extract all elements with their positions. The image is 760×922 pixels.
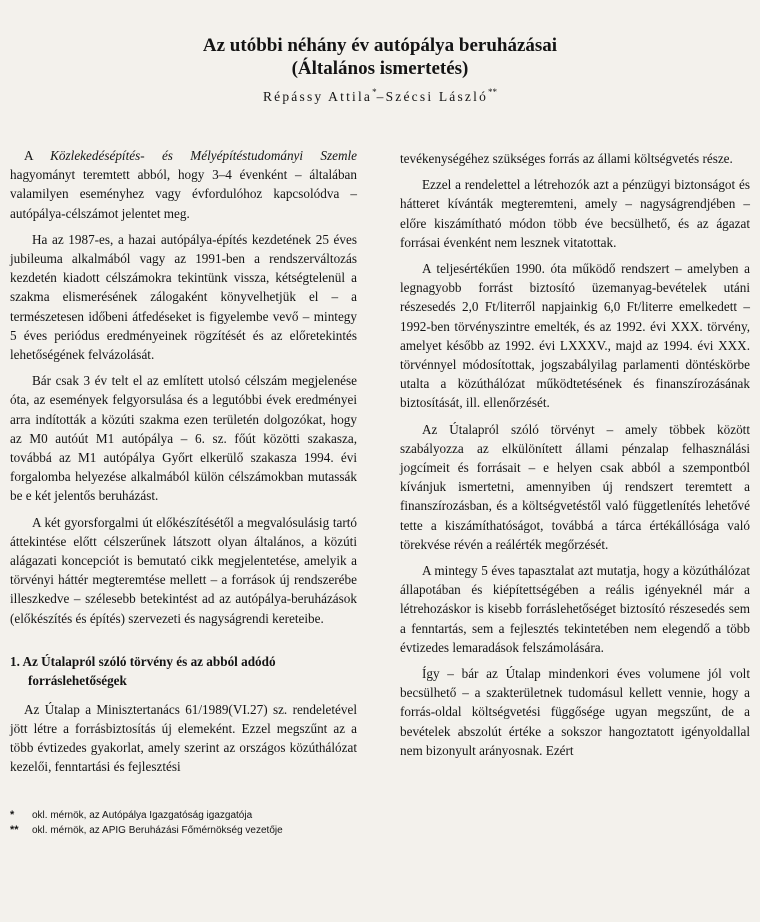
footnote-text: okl. mérnök, az Autópálya Igazgatóság igazgatója bbox=[32, 810, 253, 821]
paragraph: A két gyorsforgalmi út előkészítésétől a megvalósulásig tartó áttekintése előtt célszerűnek látszott olyan általános, a közúti alágazati koncepciót is bemutató cikk megjelentetése, amelyik a törvényi háttér megteremtése mellett – a források új rendszerébe illeszkedve – szélesebb betekintést ad az autópálya-beruházások (előkészítés és építés) szervezeti és nagyságrendi kereteibe. bbox=[10, 514, 357, 626]
footnote-mark: ** bbox=[10, 824, 19, 836]
journal-title: Közlekedésépítés- és Mélyépítéstudományi Szemle bbox=[50, 148, 358, 163]
right-column bbox=[400, 149, 750, 767]
footnote bbox=[10, 808, 357, 823]
paragraph: tevékenységéhez szükséges forrás az állami költségvetés része. bbox=[400, 151, 733, 166]
title-line-1: Az utóbbi néhány év autópálya beruházásai bbox=[202, 35, 558, 56]
title-line-2: (Általános ismertetés) bbox=[291, 58, 469, 79]
author-2: Szécsi László bbox=[385, 89, 489, 104]
author-1: Répássy Attila bbox=[262, 89, 373, 104]
footnote bbox=[10, 823, 357, 838]
author-2-mark: ** bbox=[488, 87, 498, 97]
author-separator: – bbox=[376, 89, 386, 104]
footnote-mark: * bbox=[10, 809, 15, 821]
paragraph: Bár csak 3 év telt el az említett utolsó célszám megjelenése óta, az események felgyorsulása és a legutóbbi évek eredményei arra indították a közúti szakma ezen területén dolgozókat, hogy az M0 autóút M1 autópálya – 6. sz. főút közötti szakasza, továbbá az M1 autópálya Győrt elkerülő szakasza 1994. évi forgalomba helyezése alkalmából külön célszámokban mutassák be e két jelentős beruházást. bbox=[10, 373, 357, 504]
paragraph-text: A Közlekedésépítés- és Mélyépítéstudományi Szemle hagyományt teremtett abból, hogy 3–4 évenként – általában valamilyen eseményhez vagy évfordulóhoz kapcsolódva – autópálya-célszámot jelentet meg. bbox=[10, 148, 358, 221]
paragraph: Így – bár az Útalap mindenkori éves volumene jól volt becsülhető – a szakterületnek tudomásul kellett vennie, hogy a forrás-oldal költségvetési függősége ugyan megszűnt, de a bevételek abszolút értéke a sokszor hangoztatott igényoldallal nem bizonyult arányosnak. Ezért bbox=[400, 666, 750, 758]
paragraph: A teljesértékűen 1990. óta működő rendszert – amelyben a legnagyobb forrást biztosító üzemanyag-bevételek utáni részesedés 2,0 Ft/literről napjainkig 6,0 Ft/literre emelkedett – 1992-ben törvényszintre emelték, és az 1992. évi XXX. törvény, amelyet később az 1992. évi LXXXV., majd az 1994. évi XXX. törvénnyel módosítottak, jogszabályilag parlamenti döntéskörbe utalta a közúthálózat működtetésének és finanszírozásának biztosítását, ill. ellenőrzését. bbox=[400, 261, 750, 411]
paragraph: Az Útalap a Minisztertanács 61/1989(VI.27) sz. rendeletével jött létre a forrásbiztosítás új elemeként. Ezzel megszűnt az a több évtizedes gyakorlat, amely szerint az országos közúthálózat kezelői, fenntartási és fejlesztési bbox=[10, 701, 357, 775]
paragraph: Ezzel a rendelettel a létrehozók azt a pénzügyi biztonságot és hátteret kívánták megteremteni, amely – nagyságrendjében – előre kiszámítható módon több éve becsülhető, és az ágazat forrásai évenként nem lesznek vitatottak. bbox=[400, 177, 750, 250]
left-column bbox=[10, 146, 357, 784]
paragraph: Ha az 1987-es, a hazai autópálya-építés kezdetének 25 éves jubileuma alkalmából vagy az 1991-ben a rendszerváltozás kezdetén kiadott célszámokra tekintünk vissza, kétségtelenül a szakma elismerésének zálogaként könyvelhetjük el – a természetesen időbeni átfedéseket is figyelembe vevő – mintegy 5 éves periódus eredményeinek rögzítését és az előretekintés lehetőségének felvázolását. bbox=[10, 231, 357, 363]
footnote-text: okl. mérnök, az APIG Beruházási Főmérnökség vezetője bbox=[32, 825, 283, 836]
footnotes bbox=[10, 808, 357, 838]
paragraph: Az Útalapról szóló törvényt – amely többek között szabályozza az elkülönített állami pénzalap felhasználási jogcímeit és forrásait – e helyen csak abból a szempontból kívánjuk ismertetni, amennyiben új rendszert teremtett a finanszírozásban, és a költségvetéstől való függetlenítés lehetővé tette a kiszámíthatóságot, továbbá a tárca értékállósága való törekvése révén a reálérték megőrzését. bbox=[400, 421, 750, 552]
author-1-mark: * bbox=[372, 87, 377, 97]
article-authors bbox=[0, 89, 760, 105]
paragraph bbox=[10, 146, 357, 223]
section-heading: 1. Az Útalapról szóló törvény és az abból adódó forráslehetőségek bbox=[10, 653, 276, 688]
article-title bbox=[0, 34, 760, 80]
paragraph: A mintegy 5 éves tapasztalat azt mutatja, hogy a közúthálózat állapotában és kiépítettségében a reális igényeknél már a létrehozáskor is kisebb forráslehetőséget biztosító részesedés sem a fenntartás, sem a fejlesztés tekintetében nem elegendő a több évtizedes lemaradások felszámolására. bbox=[400, 563, 750, 655]
